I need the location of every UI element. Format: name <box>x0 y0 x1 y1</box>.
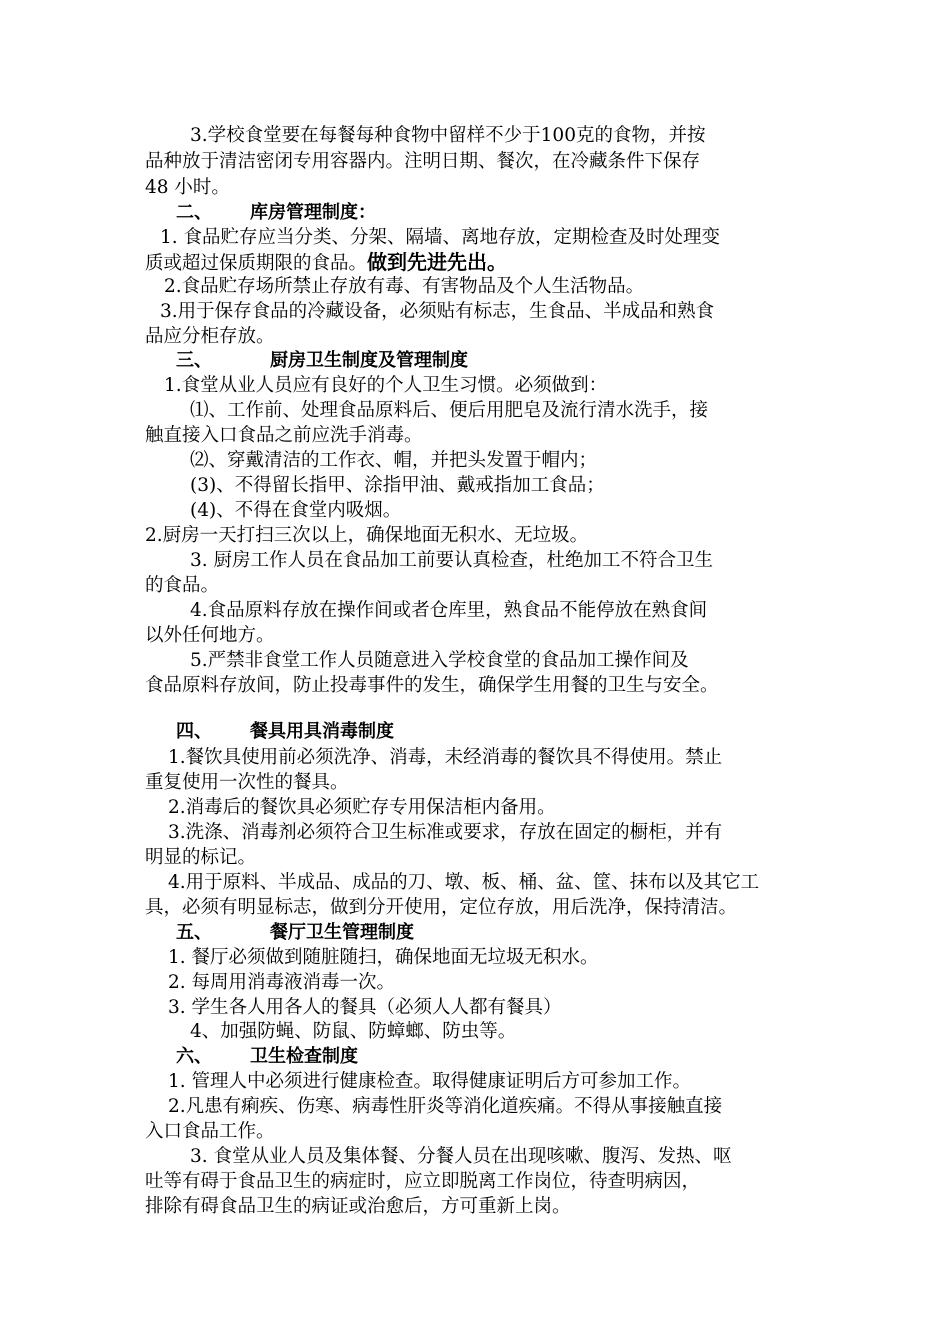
paragraph-text: 质或超过保质期限的食品。 <box>145 253 368 274</box>
paragraph-line: 4.用于原料、半成品、成品的刀、墩、板、桶、盆、筐、抹布以及其它工 <box>168 872 760 893</box>
section-title: 库房管理制度： <box>250 202 376 223</box>
paragraph-line: 2. 每周用消毒液消毒一次。 <box>168 972 396 993</box>
paragraph-line: 4、加强防蝇、防鼠、防蟑螂、防虫等。 <box>190 1021 517 1042</box>
paragraph-line: 明显的标记。 <box>145 847 257 868</box>
paragraph-line: 1.食堂从业人员应有良好的个人卫生习惯。必须做到： <box>164 375 608 396</box>
paragraph-line: 2.消毒后的餐饮具必须贮存专用保洁柜内备用。 <box>168 797 556 818</box>
section-number: 三、 <box>176 350 212 371</box>
paragraph-line: 2.凡患有痢疾、伤寒、病毒性肝炎等消化道疾痛。不得从事接触直接 <box>168 1096 723 1117</box>
paragraph-line: 3. 食堂从业人员及集体餐、分餐人员在出现咳嗽、腹泻、发热、呕 <box>190 1146 732 1167</box>
paragraph-line: 3. 厨房工作人员在食品加工前要认真检查，杜绝加工不符合卫生 <box>190 550 714 571</box>
paragraph-line: ⑴、工作前、处理食品原料后、便后用肥皂及流行清水洗手，接 <box>190 400 709 421</box>
paragraph-line: 48 小时。 <box>145 177 230 198</box>
section-heading <box>176 349 468 373</box>
paragraph-line: 重复使用一次性的餐具。 <box>145 772 349 793</box>
paragraph-line: 食品原料存放间，防止投毒事件的发生，确保学生用餐的卫生与安全。 <box>145 675 719 696</box>
paragraph-line: 1.餐饮具使用前必须洗净、消毒，未经消毒的餐饮具不得使用。禁止 <box>168 747 723 768</box>
paragraph-line: 排除有碍食品卫生的病证或治愈后，方可重新上岗。 <box>145 1196 571 1217</box>
paragraph-line: 的食品。 <box>145 575 220 596</box>
paragraph-line: 4.食品原料存放在操作间或者仓库里，熟食品不能停放在熟食间 <box>190 600 708 621</box>
paragraph-line: 具，必须有明显标志，做到分开使用，定位存放，用后洗净，保持清洁。 <box>145 897 738 918</box>
section-title: 卫生检查制度 <box>250 1046 358 1067</box>
paragraph-line: 2.厨房一天打扫三次以上，确保地面无积水、无垃圾。 <box>145 525 589 546</box>
paragraph-line: 入口食品工作。 <box>145 1121 275 1142</box>
paragraph-line: 以外任何地方。 <box>145 625 275 646</box>
paragraph-line: 3. 学生各人用各人的餐具（必须人人都有餐具） <box>168 997 562 1018</box>
section-number: 六、 <box>176 1046 212 1067</box>
section-number: 四、 <box>176 721 212 742</box>
section-title: 厨房卫生制度及管理制度 <box>270 350 468 371</box>
paragraph-line: 1. 食品贮存应当分类、分架、隔墙、离地存放，定期检查及时处理变 <box>160 227 721 248</box>
paragraph-line: 3.洗涤、消毒剂必须符合卫生标准或要求，存放在固定的橱柜，并有 <box>168 822 723 843</box>
paragraph-line: 1. 餐厅必须做到随脏随扫，确保地面无垃圾无积水。 <box>168 947 599 968</box>
section-title: 餐厅卫生管理制度 <box>270 922 414 943</box>
paragraph-line: 3.用于保存食品的冷藏设备，必须贴有标志，生食品、半成品和熟食 <box>160 301 715 322</box>
paragraph-line: 2.食品贮存场所禁止存放有毒、有害物品及个人生活物品。 <box>164 276 645 297</box>
section-title: 餐具用具消毒制度 <box>250 721 394 742</box>
paragraph-line: 5.严禁非食堂工作人员随意进入学校食堂的食品加工操作间及 <box>190 650 689 671</box>
paragraph-line: 触直接入口食品之前应洗手消毒。 <box>145 425 423 446</box>
paragraph-line: 吐等有碍于食品卫生的病症时，应立即脱离工作岗位，待查明病因， <box>145 1171 701 1192</box>
paragraph-line: (3)、不得留长指甲、涂指甲油、戴戒指加工食品； <box>190 475 605 496</box>
section-heading <box>176 921 414 945</box>
paragraph-line: 1. 管理人中必须进行健康检查。取得健康证明后方可参加工作。 <box>168 1071 692 1092</box>
paragraph-line: 品种放于清洁密闭专用容器内。注明日期、餐次，在冷藏条件下保存 <box>145 151 701 172</box>
paragraph-line: 3.学校食堂要在每餐每种食物中留样不少于100克的食物，并按 <box>190 125 706 146</box>
paragraph-line: ⑵、穿戴清洁的工作衣、帽，并把头发置于帽内； <box>190 450 598 471</box>
section-number: 五、 <box>176 922 212 943</box>
paragraph-line <box>145 250 507 276</box>
section-heading <box>176 201 376 225</box>
section-number: 二、 <box>176 202 212 223</box>
section-heading <box>176 720 394 744</box>
paragraph-line: 品应分柜存放。 <box>145 326 275 347</box>
section-heading <box>176 1045 358 1069</box>
emphasis-text: 做到先进先出。 <box>367 250 508 274</box>
paragraph-line: (4)、不得在食堂内吸烟。 <box>190 500 402 521</box>
